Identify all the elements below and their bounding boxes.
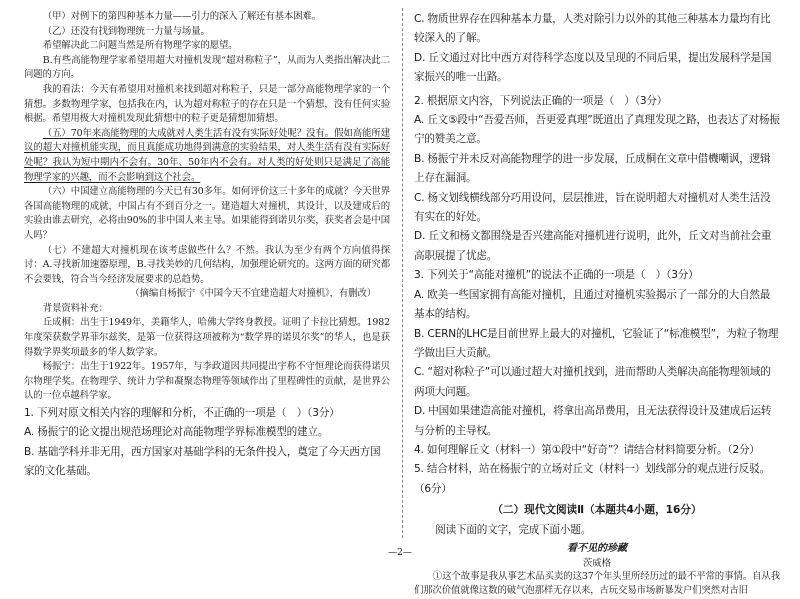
- paragraph-b: B.有些高能物理学家希望用超大对撞机发现“超对称粒子”，从而为人类指出解决此二问题的方向。: [24, 54, 390, 81]
- question-2-option-a: A. 丘文⑤段中“吾爱吾师，吾更爱真理”既道出了真理发现之路，也表达了对杨振宁的赞美之意。: [414, 114, 780, 146]
- background-yang: 杨振宁：出生于1922年。1957年，与李政道因共同提出宇称不守恒理论而获得诺贝尔物理学奖。在物理学、统计力学和凝聚态物理等领域作出了里程碑性的贡献，是世界公认的一位卓越科学家。: [24, 361, 390, 402]
- question-2-option-b: B. 杨振宁并未反对高能物理学的进一步发展，丘成桐在文章中借機嘲讽，逻辑上存在漏洞。: [414, 152, 771, 185]
- question-3-option-d: D. 中国如果建造高能对撞机，将拿出高昂费用，且无法获得设计及建成后运转与分析的主导权。: [414, 405, 772, 437]
- question-1-option-d: D. 丘文通过对比中西方对待科学态度以及呈现的不同后果，提出发展科学是国家振兴的唯一出路。: [414, 51, 772, 84]
- question-3-option-a: A. 欧美一些国家拥有高能对撞机，且通过对撞机实验揭示了一部分的大自然最基本的结构。: [414, 288, 771, 321]
- paragraph-five-underlined: （五）70年来高能物理的大成就对人类生活有没有实际好处呢？没有。假如高能所建议的超大对撞机能实现，而且真能成功地得到满意的实验结果，对人类生活有没有实际好处呢？我认为短中期内不会有。30年、50年内不会有。对人类的好处则只是满足了高能物理学家的兴趣，而不会影响到这个社会。: [24, 127, 390, 183]
- question-2-option-c: C. 杨文划线横线部分巧用设问，层层推进，旨在说明超大对撞机对人类生活没有实在的好处。: [414, 191, 771, 224]
- question-1-option-a: A. 杨振宁的论文提出规范场理论对高能物理学界标准模型的建立。: [24, 426, 329, 439]
- paragraph-six: （六）中国建立高能物理的今天已有30多年。如何评价这三十多年的成就？今天世界各国高能物理的成就，中国占有不到百分之一。建造超大对撞机，其设计，以及建成后的实验由谁去研究，必将由90%的非中国人来主导。如果能得到诺贝尔奖，获奖者会是中国人吗？: [24, 186, 390, 241]
- page-number: —2—: [388, 548, 412, 558]
- question-2-option-d: D. 丘文和杨文都围绕是否兴建高能对撞机进行说明，此外，丘文对当前社会重高职展提了忧虑。: [414, 230, 772, 262]
- left-column: [24, 10, 390, 540]
- question-1: 1. 下列对原文相关内容的理解和分析，不正确的一项是（ ）（3分）: [24, 407, 340, 420]
- question-2: 2. 根据原文内容，下列说法正确的一项是（ ）（3分）: [414, 94, 668, 107]
- right-column: [414, 10, 780, 597]
- question-1-option-c: C. 物质世界存在四种基本力量，人类对除引力以外的其他三种基本力量均有比较深入的了解。: [414, 13, 771, 45]
- question-5: 5. 结合材料，站在杨振宁的立场对丘文（材料一）划线部分的观点进行反驳。（6分）: [414, 463, 770, 495]
- paragraph-view: 我的看法：今天有希望用对撞机来找到超对称粒子，只是一部分高能物理学家的一个猜想。多数物理学家，包括我在内，认为超对称粒子的存在只是一个猜想，没有任何实验根据。希望用极大对撞机发现此猜想中的粒子更是猜想加猜想。: [24, 83, 390, 125]
- question-1-option-b: B. 基础学科并非无用，西方国家对基础学科的无条件投入，奠定了今天西方国家的文化基础。: [24, 445, 381, 478]
- paragraph-jia: （甲）对例下的第四种基本力量——引力的深入了解还有基本困难。: [42, 11, 322, 22]
- source-citation: （摘编自杨振宁《中国今天不宜建造超大对撞机》，有删改）: [130, 288, 376, 300]
- question-3-option-c: C. “超对称粒子”可以通过超大对撞机找到，进而帮助人类解决高能物理领域的两项大问题。: [414, 366, 771, 398]
- paragraph-yi: （乙）还没有找到物理统一力量与场量。: [42, 25, 210, 37]
- story-title: 看不见的珍藏: [567, 542, 627, 554]
- paragraph-hope: 希望解决此二问题当然是所有物理学家的愿望。: [42, 40, 238, 52]
- section-heading: （二）现代文阅读Ⅱ（本题共4小题，16分）: [492, 504, 702, 517]
- background-title: 背景资料补充：: [42, 302, 108, 314]
- reading-instruction: 阅读下面的文字，完成下面小题。: [435, 524, 592, 537]
- story-paragraph-1: ①这个故事是我从事艺术品买卖的这37个年头里所经历过的最不平常的事情。自从我们那次价值就像这数的破气泡那样无存以来，古玩交易市场新暴发户们突然对古旧: [414, 570, 780, 597]
- question-3-option-b: B. CERN的LHC是目前世界上最大的对撞机，它验证了“标准模型”，为粒子物理学做出巨大贡献。: [414, 327, 779, 359]
- background-qiu: 丘成桐：出生于1949年，美籍华人，哈佛大学终身教授。证明了卡拉比猜想。1982年度荣获数学界菲尔兹奖，是第一位获得这项被称为“数学界的诺贝尔奖”的华人，也是获得数学界奖项最多的华人数学家。: [24, 317, 390, 358]
- column-divider: [402, 8, 403, 538]
- story-author: 茨威格: [582, 557, 612, 569]
- question-3: 3. 下列关于“高能对撞机”的说法不正确的一项是（ ）（3分）: [414, 269, 699, 282]
- paragraph-seven: （七）不建超大对撞机现在该考虑做些什么？不然。我认为至少有两个方向值得探讨：A.寻找新加速器原理，B.寻找美妙的几何结构，加强理论研究的。这两方面的研究都不会要钱，符合当今经济发展要求的总趋势。: [24, 244, 390, 285]
- question-4: 4. 如何理解丘文（材料一）第①段中“好奇”？请结合材料简要分析。（2分）: [414, 443, 760, 456]
